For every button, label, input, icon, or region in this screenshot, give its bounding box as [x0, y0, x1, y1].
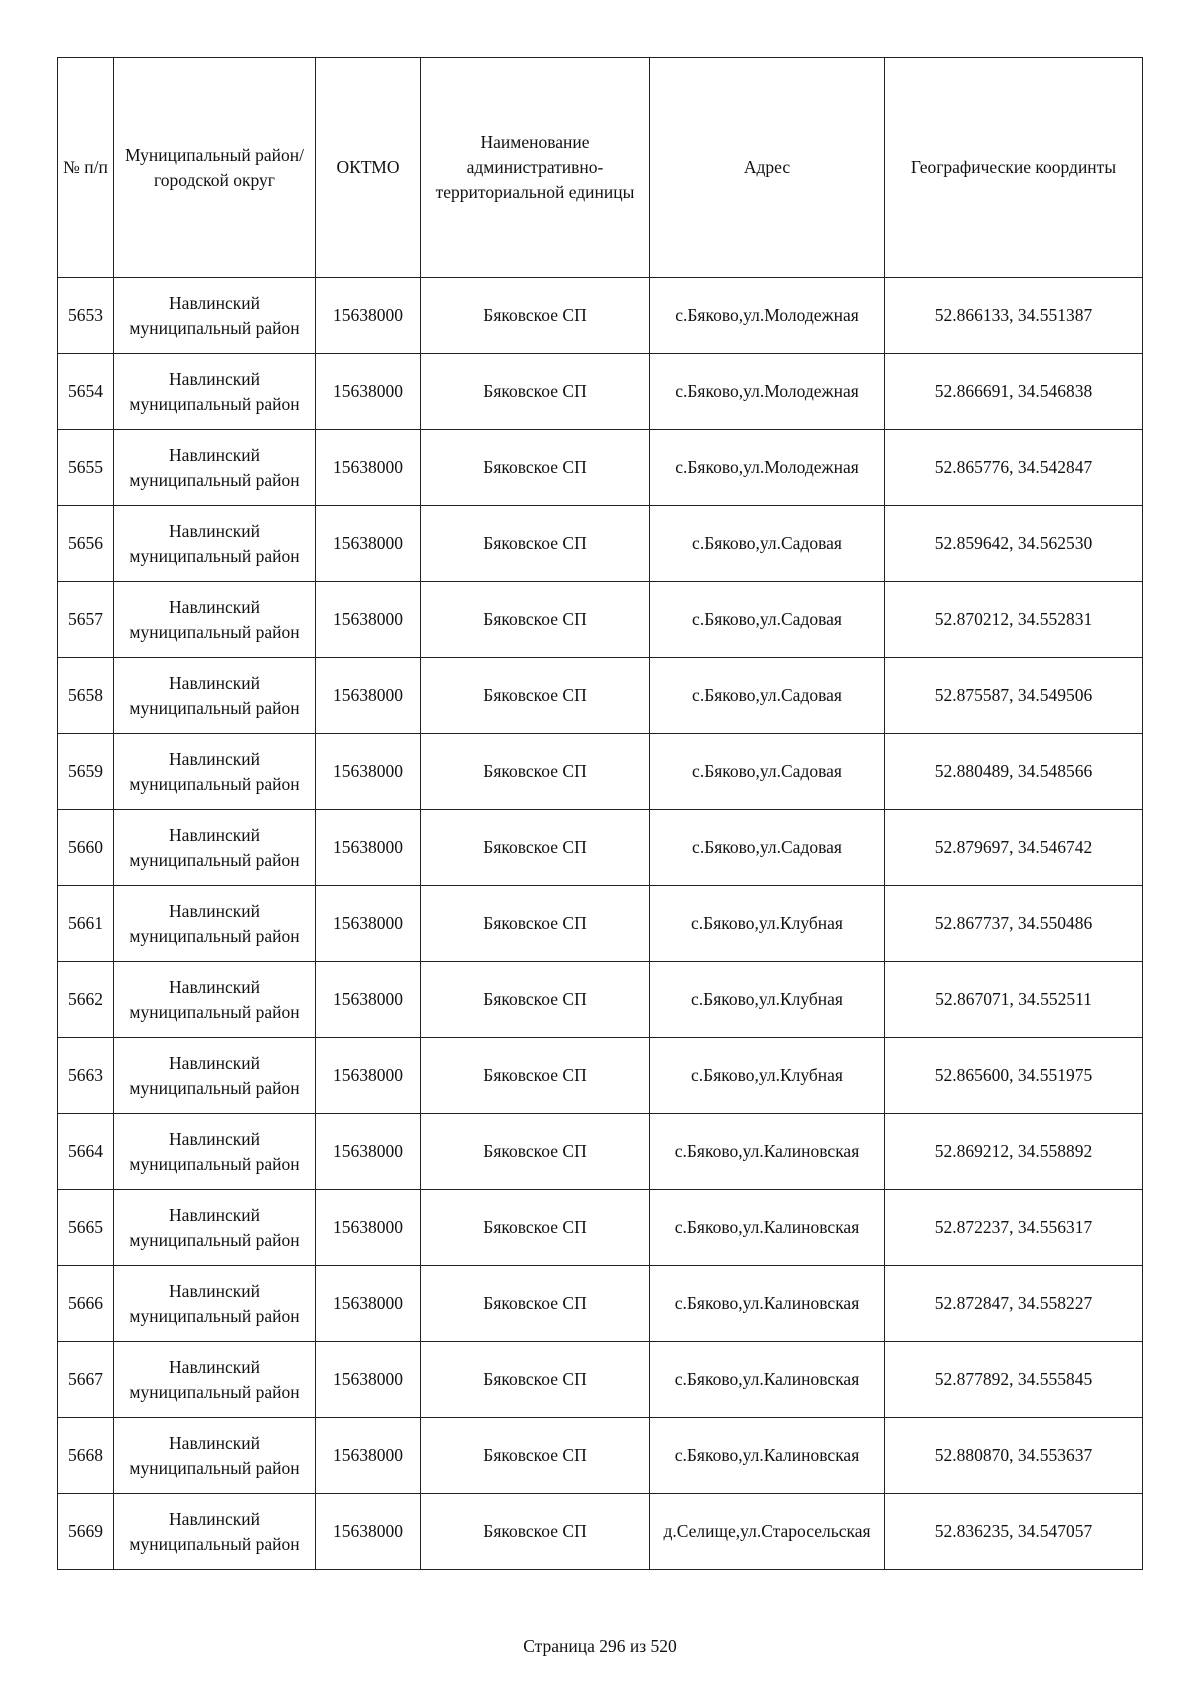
- cell-district: Навлинский муниципальный район: [114, 810, 316, 886]
- cell-address: с.Бяково,ул.Садовая: [650, 658, 885, 734]
- cell-number: 5666: [58, 1266, 114, 1342]
- cell-coordinates: 52.872237, 34.556317: [885, 1190, 1143, 1266]
- cell-address: д.Селище,ул.Старосельская: [650, 1494, 885, 1570]
- cell-address: с.Бяково,ул.Калиновская: [650, 1342, 885, 1418]
- cell-coordinates: 52.880489, 34.548566: [885, 734, 1143, 810]
- cell-number: 5668: [58, 1418, 114, 1494]
- cell-number: 5661: [58, 886, 114, 962]
- header-number: № п/п: [58, 58, 114, 278]
- cell-coordinates: 52.866691, 34.546838: [885, 354, 1143, 430]
- cell-district: Навлинский муниципальный район: [114, 1114, 316, 1190]
- cell-coordinates: 52.867071, 34.552511: [885, 962, 1143, 1038]
- table-row: [58, 886, 1143, 962]
- cell-admin-unit: Бяковское СП: [421, 1266, 650, 1342]
- cell-district: Навлинский муниципальный район: [114, 582, 316, 658]
- cell-district: Навлинский муниципальный район: [114, 1038, 316, 1114]
- header-coordinates: Географические координты: [885, 58, 1143, 278]
- header-district: Муниципальный район/городской округ: [114, 58, 316, 278]
- cell-number: 5653: [58, 278, 114, 354]
- cell-address: с.Бяково,ул.Садовая: [650, 506, 885, 582]
- table-row: [58, 658, 1143, 734]
- cell-oktmo: 15638000: [316, 1342, 421, 1418]
- page-footer: Страница 296 из 520: [523, 1636, 677, 1656]
- cell-coordinates: 52.866133, 34.551387: [885, 278, 1143, 354]
- cell-address: с.Бяково,ул.Молодежная: [650, 278, 885, 354]
- cell-coordinates: 52.836235, 34.547057: [885, 1494, 1143, 1570]
- cell-coordinates: 52.872847, 34.558227: [885, 1266, 1143, 1342]
- table-row: [58, 506, 1143, 582]
- cell-address: с.Бяково,ул.Молодежная: [650, 354, 885, 430]
- cell-district: Навлинский муниципальный район: [114, 1190, 316, 1266]
- cell-address: с.Бяково,ул.Калиновская: [650, 1418, 885, 1494]
- cell-address: с.Бяково,ул.Садовая: [650, 810, 885, 886]
- cell-address: с.Бяково,ул.Клубная: [650, 962, 885, 1038]
- table-row: [58, 734, 1143, 810]
- cell-number: 5664: [58, 1114, 114, 1190]
- cell-number: 5657: [58, 582, 114, 658]
- cell-admin-unit: Бяковское СП: [421, 506, 650, 582]
- cell-number: 5665: [58, 1190, 114, 1266]
- cell-district: Навлинский муниципальный район: [114, 1418, 316, 1494]
- cell-admin-unit: Бяковское СП: [421, 1418, 650, 1494]
- cell-admin-unit: Бяковское СП: [421, 1494, 650, 1570]
- cell-district: Навлинский муниципальный район: [114, 354, 316, 430]
- table-row: [58, 1266, 1143, 1342]
- registry-table: [57, 57, 1143, 1570]
- cell-coordinates: 52.865600, 34.551975: [885, 1038, 1143, 1114]
- cell-district: Навлинский муниципальный район: [114, 1494, 316, 1570]
- table-row: [58, 1342, 1143, 1418]
- cell-address: с.Бяково,ул.Клубная: [650, 1038, 885, 1114]
- cell-district: Навлинский муниципальный район: [114, 886, 316, 962]
- cell-admin-unit: Бяковское СП: [421, 1190, 650, 1266]
- cell-coordinates: 52.880870, 34.553637: [885, 1418, 1143, 1494]
- cell-number: 5663: [58, 1038, 114, 1114]
- cell-coordinates: 52.875587, 34.549506: [885, 658, 1143, 734]
- cell-number: 5669: [58, 1494, 114, 1570]
- table-row: [58, 1190, 1143, 1266]
- cell-oktmo: 15638000: [316, 886, 421, 962]
- cell-admin-unit: Бяковское СП: [421, 582, 650, 658]
- cell-oktmo: 15638000: [316, 1114, 421, 1190]
- cell-oktmo: 15638000: [316, 278, 421, 354]
- table-row: [58, 430, 1143, 506]
- cell-district: Навлинский муниципальный район: [114, 962, 316, 1038]
- cell-admin-unit: Бяковское СП: [421, 658, 650, 734]
- cell-coordinates: 52.879697, 34.546742: [885, 810, 1143, 886]
- table-row: [58, 1114, 1143, 1190]
- cell-address: с.Бяково,ул.Садовая: [650, 582, 885, 658]
- cell-admin-unit: Бяковское СП: [421, 962, 650, 1038]
- header-oktmo: ОКТМО: [316, 58, 421, 278]
- cell-number: 5667: [58, 1342, 114, 1418]
- cell-admin-unit: Бяковское СП: [421, 354, 650, 430]
- cell-address: с.Бяково,ул.Молодежная: [650, 430, 885, 506]
- table-row: [58, 278, 1143, 354]
- cell-oktmo: 15638000: [316, 582, 421, 658]
- cell-oktmo: 15638000: [316, 1038, 421, 1114]
- cell-number: 5658: [58, 658, 114, 734]
- cell-coordinates: 52.870212, 34.552831: [885, 582, 1143, 658]
- cell-number: 5655: [58, 430, 114, 506]
- cell-address: с.Бяково,ул.Калиновская: [650, 1114, 885, 1190]
- table-row: [58, 1418, 1143, 1494]
- cell-district: Навлинский муниципальный район: [114, 278, 316, 354]
- cell-coordinates: 52.859642, 34.562530: [885, 506, 1143, 582]
- cell-oktmo: 15638000: [316, 1494, 421, 1570]
- cell-coordinates: 52.877892, 34.555845: [885, 1342, 1143, 1418]
- header-admin-unit: Наименование административно-территориальной единицы: [421, 58, 650, 278]
- cell-oktmo: 15638000: [316, 354, 421, 430]
- cell-address: с.Бяково,ул.Садовая: [650, 734, 885, 810]
- table-body: [58, 278, 1143, 1570]
- table-row: [58, 1494, 1143, 1570]
- cell-district: Навлинский муниципальный район: [114, 506, 316, 582]
- cell-address: с.Бяково,ул.Клубная: [650, 886, 885, 962]
- cell-admin-unit: Бяковское СП: [421, 886, 650, 962]
- cell-number: 5660: [58, 810, 114, 886]
- cell-district: Навлинский муниципальный район: [114, 1266, 316, 1342]
- cell-number: 5656: [58, 506, 114, 582]
- table-row: [58, 582, 1143, 658]
- cell-oktmo: 15638000: [316, 506, 421, 582]
- cell-admin-unit: Бяковское СП: [421, 430, 650, 506]
- cell-number: 5662: [58, 962, 114, 1038]
- table-row: [58, 354, 1143, 430]
- cell-oktmo: 15638000: [316, 1266, 421, 1342]
- header-address: Адрес: [650, 58, 885, 278]
- cell-oktmo: 15638000: [316, 810, 421, 886]
- cell-coordinates: 52.865776, 34.542847: [885, 430, 1143, 506]
- cell-coordinates: 52.867737, 34.550486: [885, 886, 1143, 962]
- cell-admin-unit: Бяковское СП: [421, 810, 650, 886]
- table-row: [58, 810, 1143, 886]
- cell-oktmo: 15638000: [316, 734, 421, 810]
- cell-number: 5654: [58, 354, 114, 430]
- cell-oktmo: 15638000: [316, 1418, 421, 1494]
- cell-district: Навлинский муниципальный район: [114, 1342, 316, 1418]
- cell-admin-unit: Бяковское СП: [421, 734, 650, 810]
- cell-district: Навлинский муниципальный район: [114, 430, 316, 506]
- cell-number: 5659: [58, 734, 114, 810]
- cell-address: с.Бяково,ул.Калиновская: [650, 1266, 885, 1342]
- table-header-row: [58, 58, 1143, 278]
- cell-admin-unit: Бяковское СП: [421, 1038, 650, 1114]
- cell-oktmo: 15638000: [316, 962, 421, 1038]
- cell-oktmo: 15638000: [316, 658, 421, 734]
- cell-district: Навлинский муниципальный район: [114, 658, 316, 734]
- cell-district: Навлинский муниципальный район: [114, 734, 316, 810]
- cell-admin-unit: Бяковское СП: [421, 1342, 650, 1418]
- cell-admin-unit: Бяковское СП: [421, 1114, 650, 1190]
- cell-admin-unit: Бяковское СП: [421, 278, 650, 354]
- table-row: [58, 1038, 1143, 1114]
- cell-coordinates: 52.869212, 34.558892: [885, 1114, 1143, 1190]
- cell-oktmo: 15638000: [316, 430, 421, 506]
- table-row: [58, 962, 1143, 1038]
- cell-oktmo: 15638000: [316, 1190, 421, 1266]
- cell-address: с.Бяково,ул.Калиновская: [650, 1190, 885, 1266]
